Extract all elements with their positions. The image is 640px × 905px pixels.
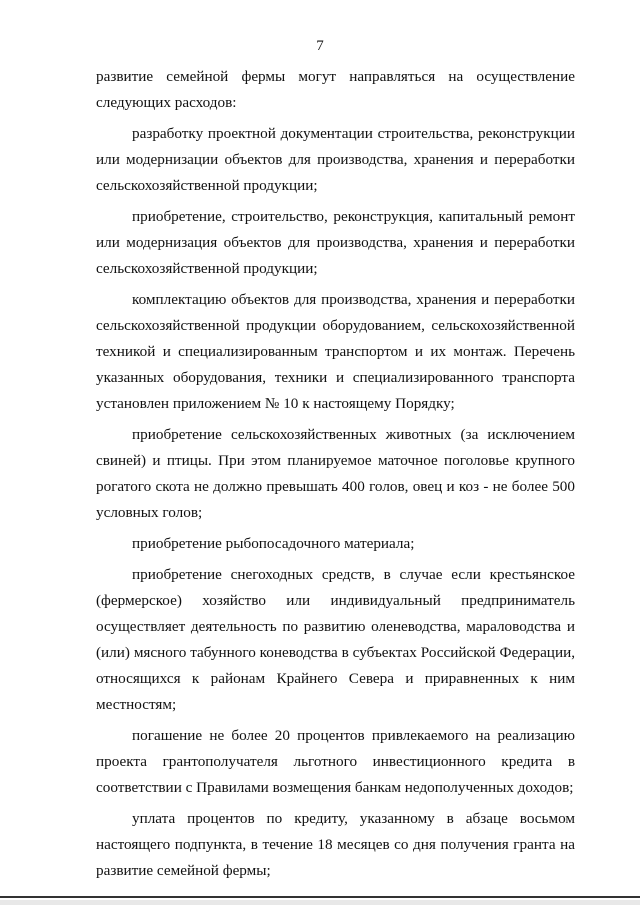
scan-edge-shadow [0,900,640,905]
paragraph: приобретение сельскохозяйственных животных (за исключением свиней) и птицы. При этом планируемое маточное поголовье крупного рогатого скота не должно превышать 400 голов, овец и коз - не более 500 условных голов; [96,426,575,521]
paragraph: уплата процентов по кредиту, указанному в абзаце восьмом настоящего подпункта, в течение 18 месяцев со дня получения гранта на развитие семейной фермы; [96,810,575,879]
paragraph: развитие семейной фермы могут направляться на осуществление следующих расходов: [96,68,575,111]
paragraph: погашение не более 20 процентов привлекаемого на реализацию проекта грантополучателя льготного инвестиционного кредита в соответствии с Правилами возмещения банкам недополученных доходов; [96,727,575,796]
document-body [96,64,575,889]
paragraph: комплектацию объектов для производства, хранения и переработки сельскохозяйственной продукции оборудованием, сельскохозяйственной техникой и специализированным транспортом и их монтаж. Перечень указанных оборудования, техники и специализированного транспорта установлен приложением № 10 к настоящему Порядку; [96,291,575,412]
page-number: 7 [316,38,324,54]
paragraph: разработку проектной документации строительства, реконструкции или модернизации объектов для производства, хранения и переработки сельскохозяйственной продукции; [96,125,575,194]
scan-edge-line [0,896,640,898]
paragraph: приобретение, строительство, реконструкция, капитальный ремонт или модернизация объектов для производства, хранения и переработки сельскохозяйственной продукции; [96,208,575,277]
paragraph: приобретение снегоходных средств, в случае если крестьянское (фермерское) хозяйство или индивидуальный предприниматель осуществляет деятельность по развитию оленеводства, мараловодства и (или) мясного табунного коневодства в субъектах Российской Федерации, относящихся к районам Крайнего Севера и приравненных к ним местностям; [96,566,575,713]
paragraph: приобретение рыбопосадочного материала; [132,535,415,552]
